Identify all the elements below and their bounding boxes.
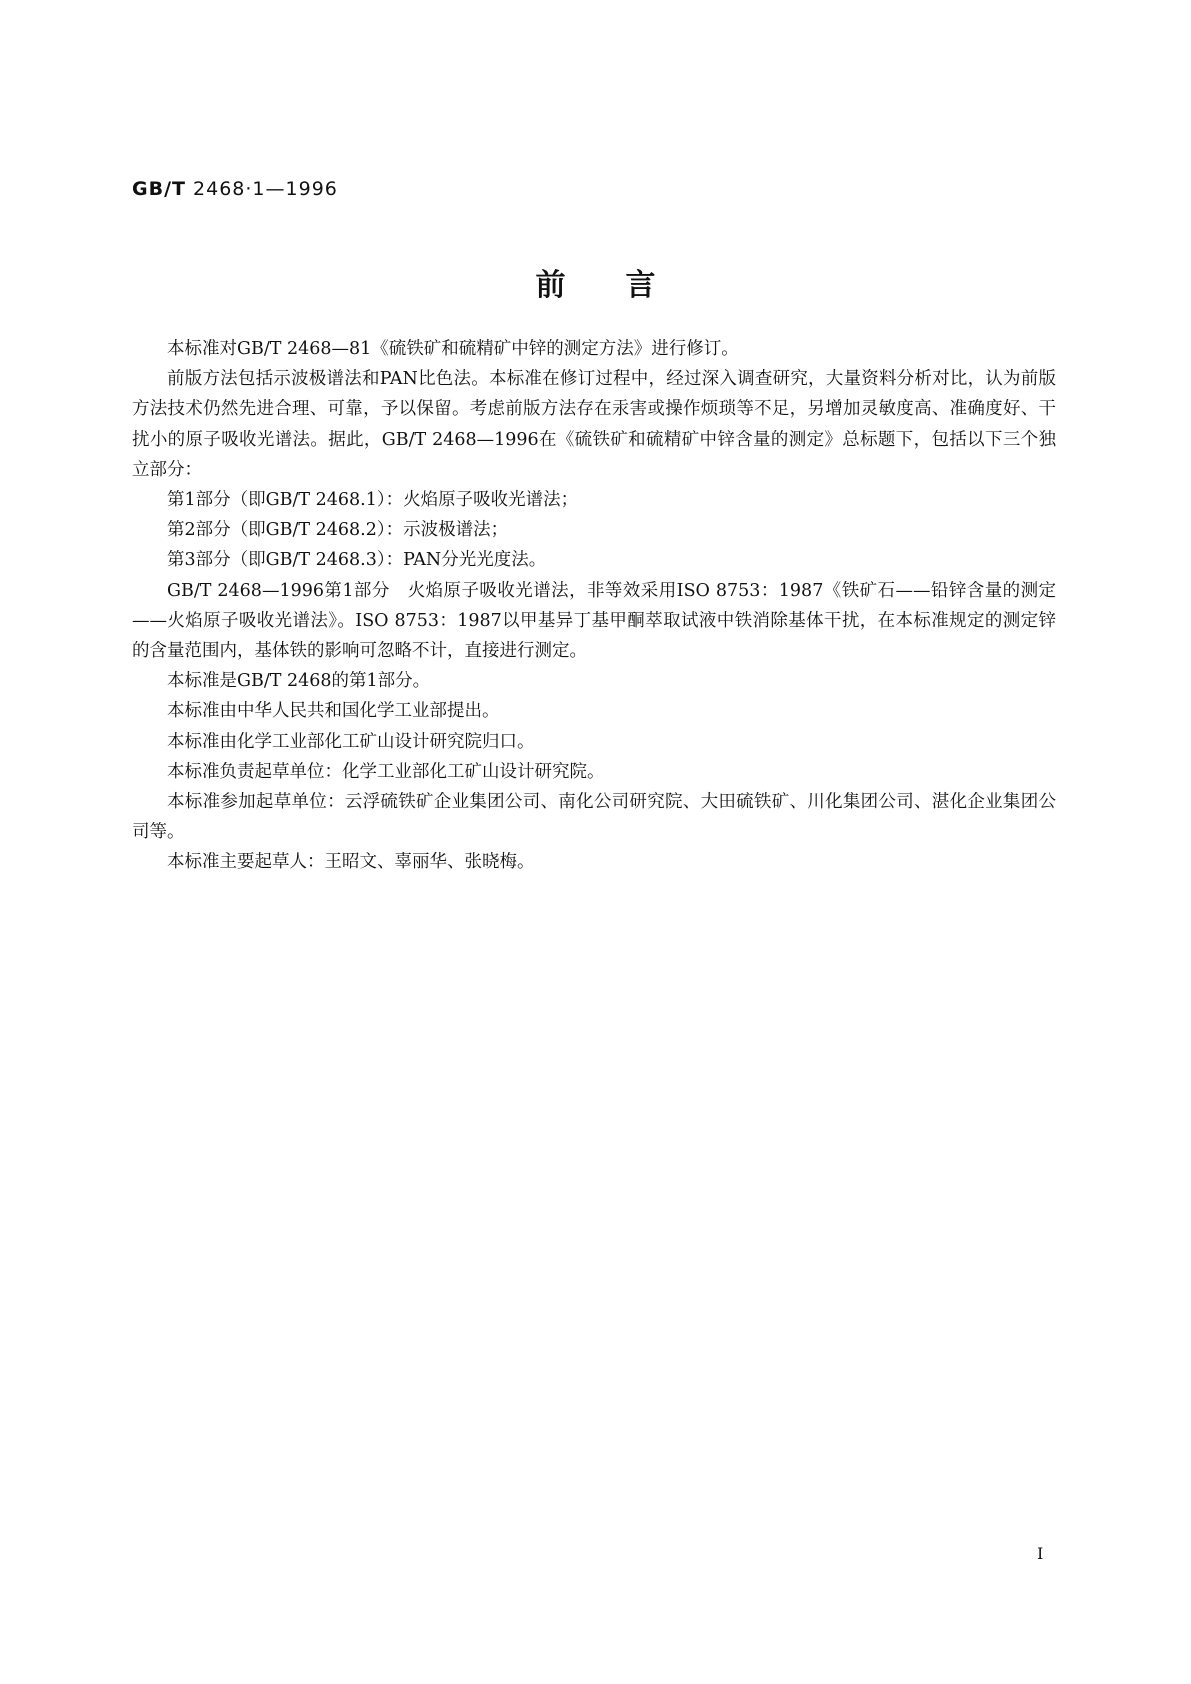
standard-code: 2468·1—1996	[193, 178, 338, 200]
page-number: I	[1037, 1544, 1044, 1563]
standard-prefix: GB/T	[132, 178, 186, 200]
paragraph-proposer: 本标准由中华人民共和国化学工业部提出。	[167, 701, 500, 722]
paragraph-part-statement: 本标准是GB/T 2468的第1部分。	[167, 671, 431, 692]
paragraph-drafting-unit: 本标准负责起草单位：化学工业部化工矿山设计研究院。	[167, 761, 605, 782]
paragraph-centralizer: 本标准由化学工业部化工矿山设计研究院归口。	[167, 731, 535, 752]
paragraph-participating-units: 本标准参加起草单位：云浮硫铁矿企业集团公司、南化公司研究院、大田硫铁矿、川化集团公司、湛化企业集团公司等。	[132, 792, 1056, 843]
paragraph-revision: 本标准对GB/T 2468—81《硫铁矿和硫精矿中锌的测定方法》进行修订。	[167, 339, 739, 359]
paragraph-methods: 前版方法包括示波极谱法和PAN比色法。本标准在修订过程中，经过深入调查研究，大量资料分析对比，认为前版方法技术仍然先进合理、可靠，予以保留。考虑前版方法存在汞害或操作烦琐等不足，另增加灵敏度高、准确度好、干扰小的原子吸收光谱法。据此，GB/T 2468—1996在《硫铁矿和硫精矿中锌含量的测定》总标题下，包括以下三个独立部分：	[132, 369, 1056, 480]
page-title: 前言	[535, 268, 716, 303]
paragraph-part-1: 第1部分（即GB/T 2468.1）：火焰原子吸收光谱法；	[167, 490, 579, 511]
paragraph-part-3: 第3部分（即GB/T 2468.3）：PAN分光光度法。	[167, 550, 547, 571]
paragraph-drafters: 本标准主要起草人：王昭文、辜丽华、张晓梅。	[167, 852, 535, 873]
foreword-body	[132, 334, 1056, 878]
paragraph-iso-adoption: GB/T 2468—1996第1部分 火焰原子吸收光谱法，非等效采用ISO 8753：1987《铁矿石——铅锌含量的测定——火焰原子吸收光谱法》。ISO 8753：1987以甲基异丁基甲酮萃取试液中铁消除基体干扰，在本标准规定的测定锌的含量范围内，基体铁的影响可忽略不计，直接进行测定。	[132, 580, 1056, 662]
standard-number	[132, 178, 338, 200]
paragraph-part-2: 第2部分（即GB/T 2468.2）：示波极谱法；	[167, 520, 509, 541]
